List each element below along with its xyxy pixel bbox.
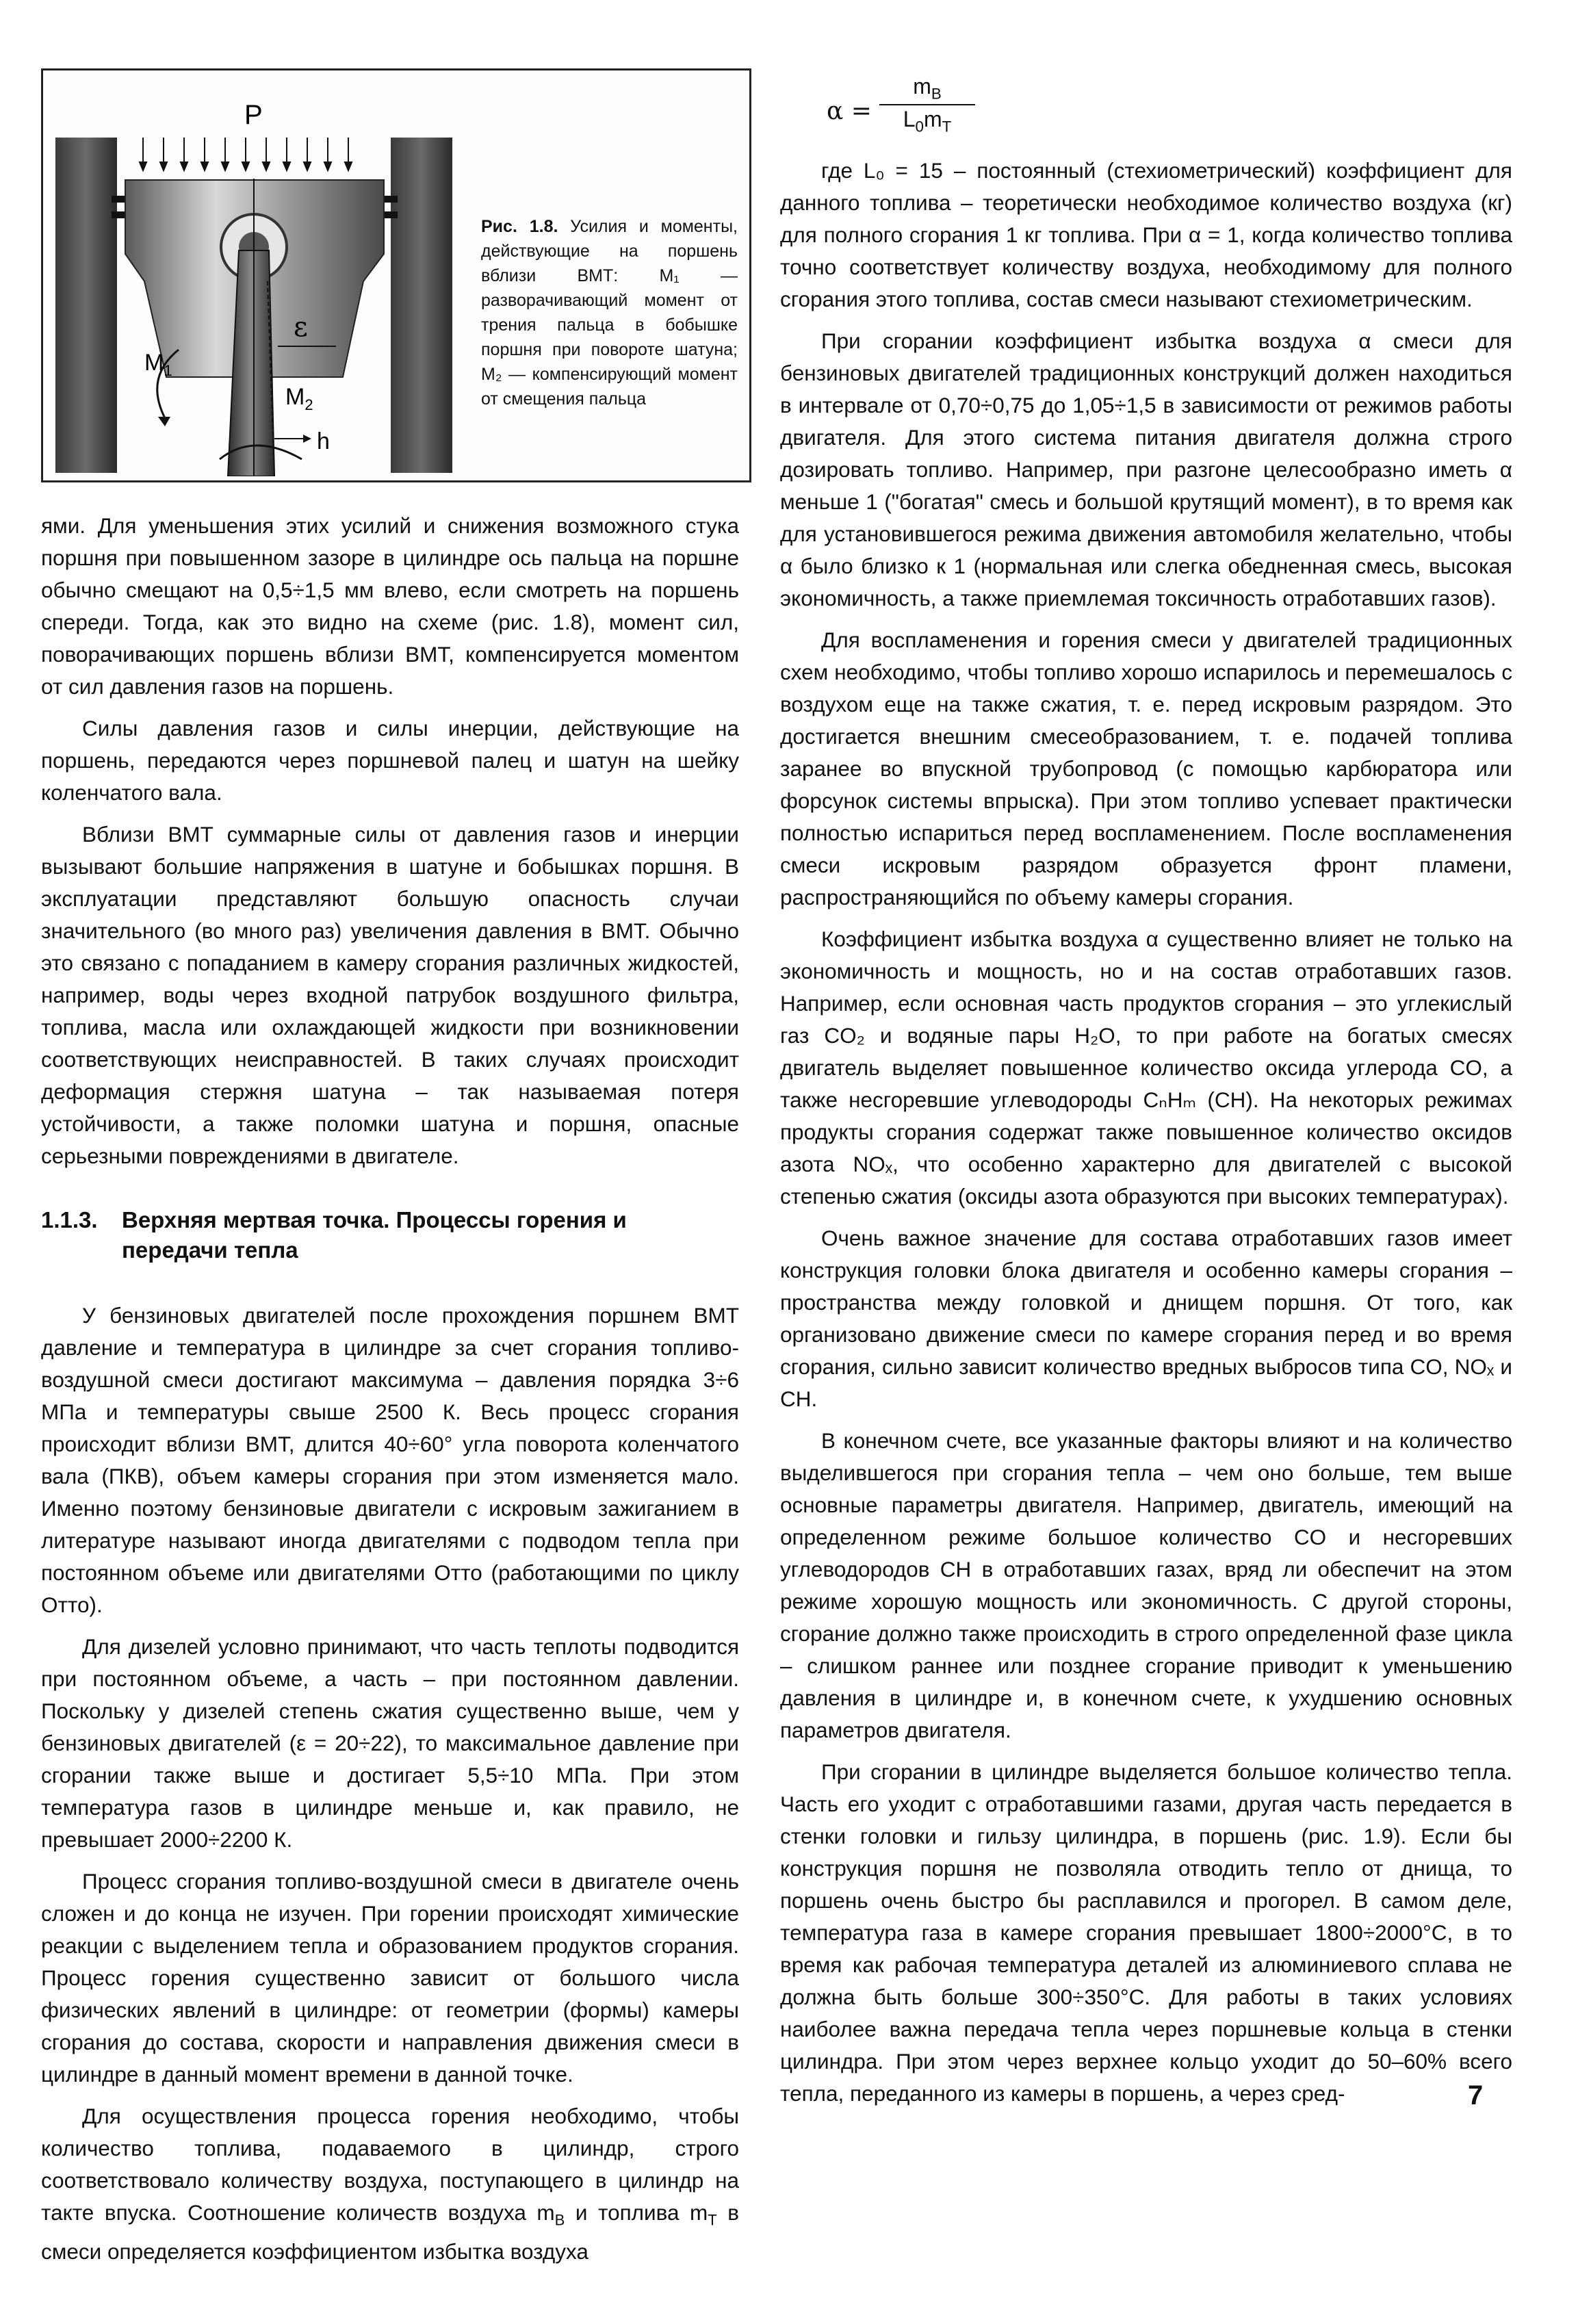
label-epsilon: ε: [294, 311, 308, 343]
paragraph: Коэффициент избытка воздуха α существенно влияет не только на экономичность и мощность, но и на состав отработавших газов. Например, если основная часть продуктов сгорания – это углекислый газ CO₂ и водяные пары H₂O, то при работе на богатых смесях двигатель выделяет повышенное количество оксида углерода CO, а также несгоревшие углеводороды CₙHₘ (CH). На некоторых режимах продукты сгорания содержат также повышенное количество оксидов азота NOₓ, что особенно характерно для двигателей с высокой степенью сжатия (оксиды азота образуются при высоких температурах).: [780, 927, 1512, 1209]
label-m1: $M_1$: [144, 350, 172, 379]
right-column: [780, 68, 1512, 2119]
paragraph: Очень важное значение для состава отработавших газов имеет конструкция головки блока двигателя и особенно камеры сгорания – пространства между головкой и днищем поршня. От того, как организовано движение смеси по камере сгорания перед и во время сгорания, сильно зависит количество вредных выбросов типа CO, NOₓ и CH.: [780, 1226, 1512, 1411]
caption-title: Усилия и моменты, действующие на поршень вблизи ВМТ:: [481, 217, 738, 285]
figure-caption: [481, 214, 738, 411]
paragraph: Силы давления газов и силы инерции, действующие на поршень, передаются через поршневой палец и шатун на шейку коленчатого вала.: [41, 716, 739, 805]
paragraph: Вблизи ВМТ суммарные силы от давления газов и инерции вызывают большие напряжения в шатуне и бобышках поршня. В эксплуатации представляют большую опасность случаи значительного (во много раз) увеличения давления в ВМТ. Обычно это связано с попаданием в камеру сгорания различных жидкостей, например, воды через входной патрубок воздушного фильтра, топлива, масла или охлаждающей жидкости при возникновении соответствующих неисправностей. В таких случаях происходит деформация стержня шатуна – так называемая потеря устойчивости, а также поломки шатуна и поршня, опасные серьезными повреждениями в двигателе.: [41, 822, 739, 1168]
label-m2: $M_2$: [285, 384, 313, 413]
cylinder-wall-right: [391, 138, 452, 473]
pressure-arrows: [140, 138, 352, 170]
cylinder-wall-left: [55, 138, 117, 473]
alpha-formula: [780, 68, 1512, 151]
paragraph: ями. Для уменьшения этих усилий и снижения возможного стука поршня при повышенном зазоре в цилиндре ось пальца на поршне обычно смещают на 0,5÷1,5 мм влево, если смотреть на поршень спереди. Тогда, как это видно на схеме (рис. 1.8), момент сил, поворачивающих поршень вблизи ВМТ, компенсируется моментом от сил давления газов на поршень.: [41, 513, 739, 699]
figure-1-8: [41, 68, 751, 482]
paragraph: Для дизелей условно принимают, что часть теплоты подводится при постоянном объеме, а часть – при постоянном давлении. Поскольку у дизелей степень сжатия существенно выше, чем у бензиновых двигателей (ε = 20÷22), то максимальное давление при сгорании также выше и достигает 5,5÷10 МПа. При этом температура газов в цилиндре меньше и, как правило, не превышает 2000÷2200 К.: [41, 1634, 739, 1852]
left-column: [41, 68, 739, 2277]
paragraph: Процесс сгорания топливо-воздушной смеси в двигателе очень сложен и до конца не изучен. При горении происходят химические реакции с выделением тепла и образованием продуктов сгорания. Процесс горения существенно зависит от большого числа физических явлений в цилиндре: от геометрии (формы) камеры сгорания до состава, скорости и направления движения смеси в цилиндре в данный момент времени в данной точке.: [41, 1869, 739, 2087]
formula-numerator: $m_В$: [879, 74, 975, 105]
formula-lhs: α =: [827, 97, 872, 125]
paragraph: При сгорании коэффициент избытка воздуха α смеси для бензиновых двигателей традиционных конструкций должен находиться в интервале от 0,70÷0,75 до 1,05÷1,5 в зависимости от режимов работы двигателя. Для этого система питания двигателя должна строго дозировать топливо. Например, при разгоне целесообразно иметь α меньше 1 ("богатая" смесь и большой крутящий момент), в то время как для установившегося режима движения автомобиля желательно, чтобы α было близко к 1 (нормальная или слегка обедненная смесь, высокая экономичность, а также приемлемая токсичность отработавших газов).: [780, 328, 1512, 610]
paragraph: В конечном счете, все указанные факторы влияют и на количество выделившегося при сгорания тепла – чем оно больше, тем выше основные параметры двигателя. Например, двигатель, имеющий на определенном режиме большое количество CO и несгоревших углеводородов CH в отработавших газах, вряд ли обеспечит на этом режиме хорошую мощность или экономичность. С другой стороны, сгорание должно также происходить в строго определенной фазе цикла – слишком раннее или позднее сгорание приводит к уменьшению давления в цилиндре и, в конечном счете, к ухудшению основных параметров двигателя.: [780, 1428, 1512, 1742]
label-h: h: [317, 428, 330, 454]
label-p: P: [244, 100, 263, 130]
section-number: 1.1.3.: [41, 1207, 98, 1232]
formula-denominator: $L_0m_Т$: [903, 107, 952, 135]
paragraph: При сгорании в цилиндре выделяется большое количество тепла. Часть его уходит с отработавшими газами, другая часть передается в стенки головки и гильзу цилиндра, в поршень (рис. 1.9). Если бы конструкция поршня не позволяла отводить тепло от днища, то поршень очень быстро бы расплавился и прогорел. В самом деле, температура газа в камере сгорания превышает 1800÷2000°С, в то время как рабочая температура деталей из алюминиевого сплава не должна быть больше 300÷350°С. Для работы в таких условиях наиболее важна передача тепла через поршневые кольца в стенки цилиндра. При этом через верхнее кольцо уходит до 50–60% всего тепла, переданного из камеры в поршень, а через сред-: [780, 1759, 1512, 2106]
paragraph: Для осуществления процесса горения необходимо, чтобы количество топлива, подаваемого в цилиндр, строго соответствовало количеству воздуха, поступающего в цилиндр на такте впуска. Соотношение количеств воздуха $m_В$ и топлива $m_Т$ в смеси определяется коэффициентом избытка воздуха: [41, 2104, 739, 2264]
caption-label: Рис. 1.8.: [481, 217, 558, 236]
section-title-line1: Верхняя мертвая точка. Процессы горения и: [122, 1207, 627, 1232]
piston-diagram: [49, 76, 473, 476]
section-heading: [41, 1205, 739, 1265]
paragraph: Для воспламенения и горения смеси у двигателей традиционных схем необходимо, чтобы топливо хорошо испарилось и перемешалось с воздухом еще на также сжатия, т. е. перед искровым разрядом. Это достигается внешним смесеобразованием, т. е. подачей топлива заранее во впускной трубопровод (с помощью карбюратора или форсунок системы впрыска). При этом топливо успевает практически полностью испариться перед воспламенением. После воспламенения смеси искровым разрядом образуется фронт пламени, распространяющийся по объему камеры сгорания.: [780, 628, 1512, 909]
paragraph: У бензиновых двигателей после прохождения поршнем ВМТ давление и температура в цилиндре за счет сгорания топливо-воздушной смеси достигают максимума – давления порядка 3÷6 МПа и температуры свыше 2500 К. Весь процесс сгорания происходит вблизи ВМТ, длится 40÷60° угла поворота коленчатого вала (ПКВ), объем камеры сгорания при этом изменяется мало. Именно поэтому бензиновые двигатели с искровым зажиганием в литературе называют иногда двигателями с подводом тепла при постоянном объеме или двигателями Отто (работающими по циклу Отто).: [41, 1303, 739, 1617]
caption-body: M₁ — разворачивающий момент от трения пальца в бобышке поршня при повороте шатуна; M₂ — компенсирующий момент от смещения пальца: [481, 266, 738, 409]
page-number: 7: [1468, 2080, 1484, 2110]
formula-fraction: [879, 74, 975, 136]
section-title-line2: передачи тепла: [122, 1237, 298, 1263]
paragraph: где L₀ = 15 – постоянный (стехиометрический) коэффициент для данного топлива – теоретически необходимое количество воздуха (кг) для полного сгорания 1 кг топлива. При α = 1, когда количество топлива точно соответствует количеству воздуха, необходимому для полного сгорания этого топлива, состав смеси называют стехиометрическим.: [780, 158, 1512, 311]
